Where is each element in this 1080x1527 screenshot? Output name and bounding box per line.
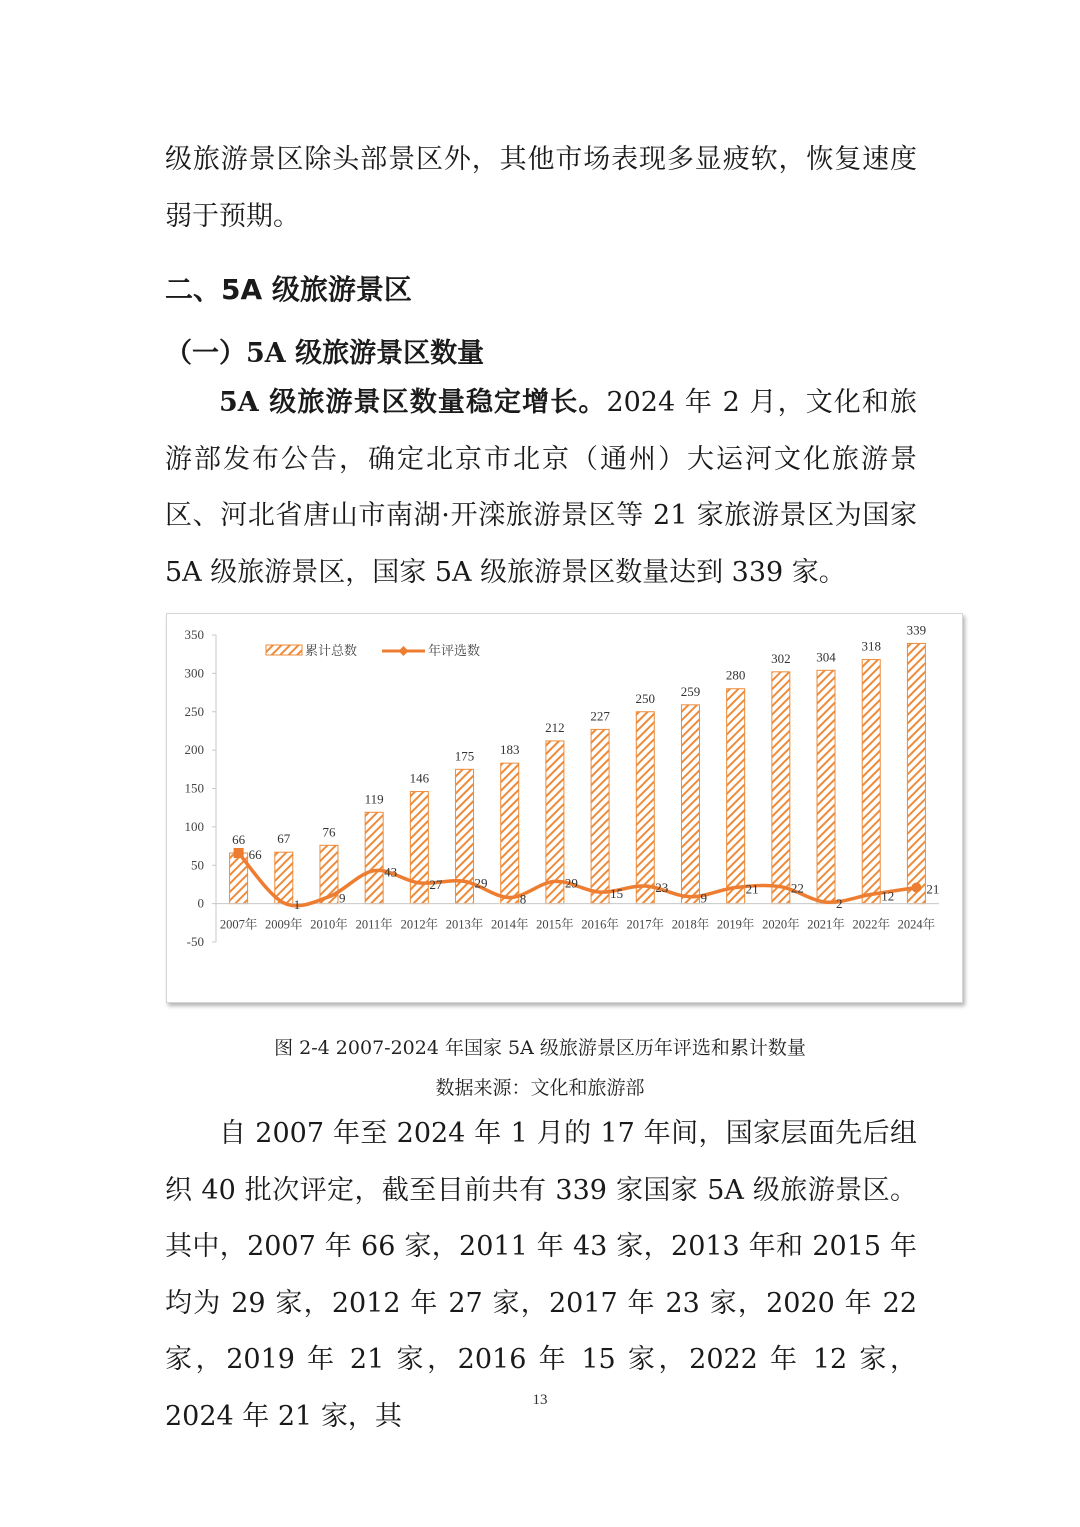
- y-axis: [185, 627, 217, 949]
- bar-value-label: 183: [499, 742, 520, 758]
- bar-cumulative: [681, 705, 699, 904]
- bar-cumulative: [501, 763, 519, 903]
- x-category-label: 2015年: [536, 917, 574, 932]
- line-value-label: 29: [474, 875, 488, 891]
- y-tick-label: 350: [184, 627, 204, 642]
- x-category-label: 2018年: [671, 917, 710, 932]
- growth-lead: 5A 级旅游景区数量稳定增长。: [219, 387, 607, 418]
- line-value-label: 12: [881, 888, 895, 904]
- x-category-label: 2013年: [445, 917, 484, 932]
- x-category-label: 2016年: [581, 917, 619, 932]
- legend-bar-label: 累计总数: [305, 644, 358, 659]
- legend-line-marker: [399, 646, 409, 656]
- line-value-label: 15: [610, 886, 624, 902]
- legend-bar-swatch: [266, 645, 302, 655]
- bar-value-label: 302: [771, 650, 791, 666]
- growth-body: 2024 年 2 月，文化和旅游部发布公告，确定北京市北京（通州）大运河文化旅游景区、河北省唐山市南湖·开滦旅游景区等 21 家旅游景区为国家 5A 级旅游景区，国家 5A 级旅游景区数量达到 339 家。: [165, 387, 917, 588]
- x-category-label: 2012年: [400, 917, 439, 932]
- line-value-label: 43: [384, 864, 398, 880]
- y-tick-label: 200: [184, 742, 204, 758]
- section-heading: 二、5A 级旅游景区: [165, 273, 412, 306]
- line-value-label: 27: [429, 876, 443, 892]
- line-value-label: 9: [338, 890, 346, 906]
- line-value-label: 22: [790, 880, 804, 896]
- x-category-label: 2022年: [852, 917, 890, 932]
- x-category-label: 2024年: [897, 917, 936, 932]
- x-category-label: 2014年: [490, 917, 529, 932]
- x-category-label: 2020年: [762, 917, 800, 932]
- y-tick-label: 150: [184, 780, 204, 796]
- figure-source: 数据来源：文化和旅游部: [435, 1077, 645, 1099]
- y-tick-label: 250: [184, 703, 204, 719]
- line-point-marker: [911, 883, 921, 893]
- figure-caption: 图 2-4 2007-2024 年国家 5A 级旅游景区历年评选和累计数量: [274, 1037, 806, 1059]
- line-value-label: 8: [519, 891, 527, 907]
- bar-value-label: 66: [232, 831, 246, 847]
- bars: [230, 622, 927, 903]
- x-category-label: 2017年: [626, 917, 665, 932]
- x-category-label: 2009年: [265, 917, 303, 932]
- intro-paragraph: 级旅游景区除头部景区外，其他市场表现多显疲软，恢复速度弱于预期。: [165, 144, 917, 232]
- x-category-label: 2021年: [807, 917, 845, 932]
- y-tick-label: 50: [191, 857, 204, 873]
- bar-value-label: 67: [277, 831, 291, 847]
- bar-value-label: 339: [906, 622, 927, 638]
- bar-cumulative: [862, 660, 880, 904]
- bar-value-label: 119: [364, 791, 384, 807]
- line-value-label: 21: [926, 881, 940, 897]
- bar-value-label: 250: [635, 690, 656, 706]
- line-value-label: 1: [293, 896, 301, 912]
- bar-value-label: 318: [861, 638, 881, 654]
- y-tick-label: 300: [184, 665, 204, 681]
- legend: [266, 643, 480, 659]
- line-value-label: 2: [836, 896, 843, 912]
- legend-line-label: 年评选数: [428, 644, 481, 659]
- y-tick-label: 100: [184, 818, 204, 834]
- chart: [167, 614, 962, 1002]
- growth-paragraph: [165, 375, 917, 601]
- bar-cumulative: [772, 672, 790, 904]
- bar-cumulative: [410, 792, 428, 904]
- bar-value-label: 259: [680, 683, 701, 699]
- bar-cumulative: [275, 852, 293, 903]
- bar-cumulative: [365, 812, 383, 903]
- chart-container: [166, 613, 963, 1003]
- line-value-label: 9: [700, 890, 707, 906]
- x-category-label: 2011年: [355, 917, 393, 932]
- bar-value-label: 304: [816, 649, 836, 665]
- bar-cumulative: [727, 689, 745, 904]
- line-value-label: 29: [564, 875, 578, 891]
- bar-value-label: 212: [545, 719, 565, 735]
- bar-value-label: 146: [409, 770, 430, 786]
- bar-cumulative: [546, 741, 564, 904]
- bar-value-label: 227: [590, 708, 610, 724]
- bar-value-label: 76: [322, 824, 336, 840]
- bar-cumulative: [907, 643, 925, 903]
- bar-value-label: 280: [725, 667, 746, 683]
- x-category-label: 2007年: [219, 917, 258, 932]
- y-tick-label: -50: [186, 934, 204, 949]
- line-value-label: 23: [655, 879, 669, 895]
- bar-value-label: 175: [454, 748, 475, 764]
- line-point-marker: [234, 848, 244, 858]
- x-axis: [216, 904, 939, 932]
- line-value-label: 21: [745, 881, 759, 897]
- x-category-label: 2010年: [310, 917, 348, 932]
- x-category-label: 2019年: [716, 917, 755, 932]
- bar-cumulative: [817, 670, 835, 903]
- history-paragraph: 自 2007 年至 2024 年 1 月的 17 年间，国家层面先后组织 40 批次评定，截至目前共有 339 家国家 5A 级旅游景区。其中，2007 年 66 家，2011 年 43 家，2013 年和 2015 年均为 29 家，2012 年 27 家，2017 年 23 家，2020 年 22 家，2019 年 21 家，2016 年 15 家，2022 年 12 家，2024 年 21 家，其: [165, 1118, 917, 1432]
- y-tick-label: 0: [197, 895, 204, 911]
- page-number: 13: [532, 1392, 548, 1408]
- bar-cumulative: [636, 712, 654, 904]
- line-value-label: 66: [248, 846, 262, 862]
- subsection-heading: （一）5A 级旅游景区数量: [165, 338, 485, 369]
- bar-cumulative: [591, 729, 609, 903]
